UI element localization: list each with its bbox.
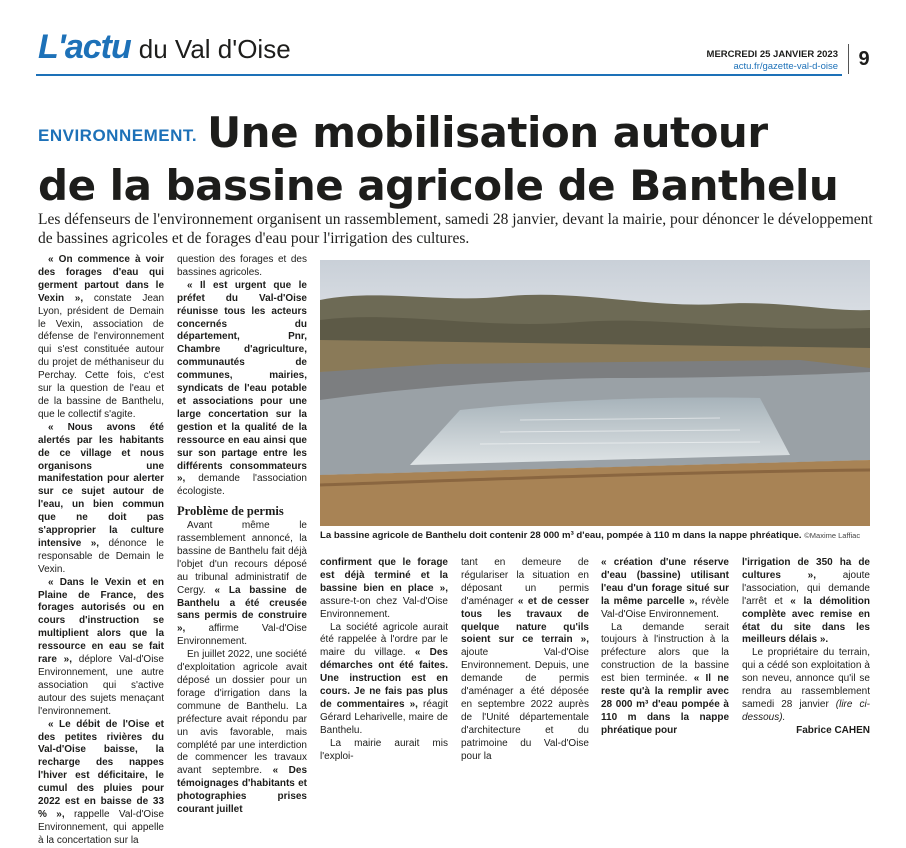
brand-actu: L'actu: [38, 28, 131, 66]
quote: « et de cesser tous les travaux de quelque nature qu'ils soient sur ce terrain »,: [461, 595, 589, 646]
caption-text: La bassine agricole de Banthelu doit contenir 28 000 m³ d'eau, pompée à 110 m dans la nappe phréatique.: [320, 530, 802, 541]
paragraph: [461, 557, 589, 764]
paragraph: [38, 254, 164, 422]
paragraph: [177, 649, 307, 817]
brand-logo[interactable]: [38, 28, 291, 67]
photo-caption: [320, 530, 880, 542]
quote: « Dans le Vexin et en Plaine de France, des forages autorisés ou en cours d'instruction se multiplient alors que la ressource en eau se fait rare »,: [38, 576, 164, 666]
headline: [38, 108, 888, 211]
column-4: [461, 557, 589, 764]
paragraph: La mairie aurait mis l'exploi-: [320, 737, 448, 762]
author-signature: Fabrice CAHEN: [796, 724, 870, 736]
text: réagit Gérard Leharivelle, maire de Banthelu.: [320, 698, 449, 736]
quote: « la démolition complète avec remise en état du site dans les meilleurs délais ».: [742, 595, 871, 646]
text: ajoute l'association, qui demande l'arrêt et: [742, 569, 870, 607]
text: tant en demeure de régulariser la situation en déposant un permis d'aménager: [461, 557, 589, 607]
issue-date: MERCREDI 25 JANVIER 2023: [706, 49, 838, 60]
text: révèle Val-d'Oise Environnement.: [601, 595, 729, 620]
masthead: [0, 0, 906, 80]
quote: « Des démarches ont été faites. Une instruction est en cours. Je ne fais pas plus de commentaires »,: [320, 647, 448, 710]
text: La société agricole aurait été rappelée à l'ordre par le maire du village.: [320, 621, 448, 659]
column-6: [742, 557, 870, 738]
paragraph: [742, 647, 870, 724]
text: déplore Val-d'Oise Environnement, une autre association qui s'active autour des sujets menaçant l'environnement.: [38, 654, 164, 717]
paragraph: [601, 557, 729, 622]
text: demande l'association écologiste.: [177, 473, 307, 498]
paragraph: [742, 557, 870, 647]
paragraph: [177, 520, 307, 649]
quote: « Le débit de l'Oise et des petites rivières du Val-d'Oise baisse, la recharge des nappes l'hiver est déficitaire, le cumul des pluies pour 2022 est en baisse de 33 % »,: [38, 718, 164, 820]
text: En juillet 2022, une société d'exploitation agricole avait déposé un dossier pour un forage d'irrigation dans la commune de Banthelu. La préfecture avait répondu par un avis favorable, mais complété par une interdiction de commencer les travaux avant septembre.: [177, 649, 307, 777]
quote: « Nous avons été alertés par les habitants de ce village et nous organisons une manifestation pour alerter sur ce sujet autour de l'eau, un bien commun que ne doit pas s'approprier la culture intensive »,: [38, 421, 164, 549]
paragraph: [38, 577, 164, 719]
paragraph: [320, 557, 448, 622]
dateline: [707, 49, 838, 73]
brand-edition: du Val d'Oise: [138, 34, 291, 64]
masthead-rule: [36, 74, 842, 76]
subheading: Problème de permis: [177, 504, 284, 519]
quote: confirment que le forage est déjà terminé et la bassine bien en place »,: [320, 557, 448, 594]
column-1: [38, 254, 164, 848]
paragraph: question des forages et des bassines agricoles.: [177, 254, 307, 278]
headline-line-1: Une mobilisation autour: [207, 108, 768, 157]
quote: « La bassine de Banthelu a été creusée sans permis de construire »,: [177, 584, 307, 635]
page-number: 9: [848, 44, 879, 74]
text: rappelle Val-d'Oise Environnement, qui appelle à la concertation sur la: [38, 808, 164, 846]
paragraph: [177, 280, 307, 499]
quote: l'irrigation de 350 ha de cultures »,: [742, 557, 870, 581]
quote: « Il est urgent que le préfet du Val-d'Oise réunisse tous les acteurs concernés du département, Pnr, Chambre d'agriculture, communautés de communes, mairies, syndicats de l'eau potable et associations pour une large concertation sur la gestion et la qualité de la ressource en eau ainsi que sur son partage entre les différents consommateurs »,: [177, 279, 307, 485]
quote: « Il ne reste qu'à la remplir avec 28 000 m³ d'eau pompée à 110 m dans la nappe phréatique pour: [601, 673, 729, 736]
text: ajoute Val-d'Oise Environnement. Depuis, une demande de permis d'aménager a été déposée en septembre 2022 auprès de l'Unité départementale d'architecture et du patrimoine du Val-d'Oise pour la: [461, 647, 589, 762]
paragraph: [38, 719, 164, 848]
headline-line-2: de la bassine agricole de Banthelu: [38, 161, 839, 210]
text: constate Jean Lyon, président de Demain le Vexin, association de défense de l'environnement qui s'est constituée autour du projet de méthaniseur du Perchay. Cette fois, c'est sur la question de l'eau et de la bassine de Banthelu, que le collectif s'agite.: [38, 292, 165, 420]
paragraph: [601, 622, 729, 738]
column-5: [601, 557, 729, 738]
quote: « Des témoignages d'habitants et photographies prises courant juillet: [177, 765, 308, 816]
standfirst: Les défenseurs de l'environnement organisent un rassemblement, samedi 28 janvier, devant la mairie, pour dénoncer le développement de bassines agricoles et de forages d'eau pour l'irrigation des cultures.: [38, 211, 873, 247]
website-link[interactable]: actu.fr/gazette-val-d-oise: [733, 61, 838, 72]
reservoir-photo: [320, 260, 870, 526]
article-photo[interactable]: [320, 260, 870, 526]
section-kicker: ENVIRONNEMENT.: [38, 126, 198, 145]
text: Le propriétaire du terrain, qui a cédé son exploitation à son neveu, annonce qu'il se rendra au rassemblement samedi 28 janvier: [742, 647, 870, 710]
text: La demande serait toujours à l'instruction à la préfecture alors que la construction de la bassine est bien terminée.: [601, 621, 729, 685]
text: affirme Val-d'Oise Environnement.: [177, 623, 307, 648]
text: Avant même le rassemblement annoncé, la bassine de Banthelu fait déjà l'objet d'un recours déposé au tribunal administratif de Cergy.: [177, 520, 307, 596]
quote: « création d'une réserve d'eau (bassine) utilisant l'eau d'un forage situé sur la même parcelle »,: [601, 557, 729, 607]
column-2: [177, 254, 307, 817]
photo-credit: ©Maxime Laffiac: [804, 531, 861, 540]
text: assure-t-on chez Val-d'Oise Environnement.: [320, 595, 448, 620]
quote: « On commence à voir des forages d'eau qui germent partout dans le Vexin »,: [38, 254, 164, 304]
column-3: [320, 557, 448, 764]
cross-reference: (lire ci-dessous).: [742, 698, 870, 723]
paragraph: [320, 622, 448, 738]
paragraph: [38, 422, 164, 577]
text: dénonce le responsable de Demain le Vexin.: [38, 537, 164, 575]
